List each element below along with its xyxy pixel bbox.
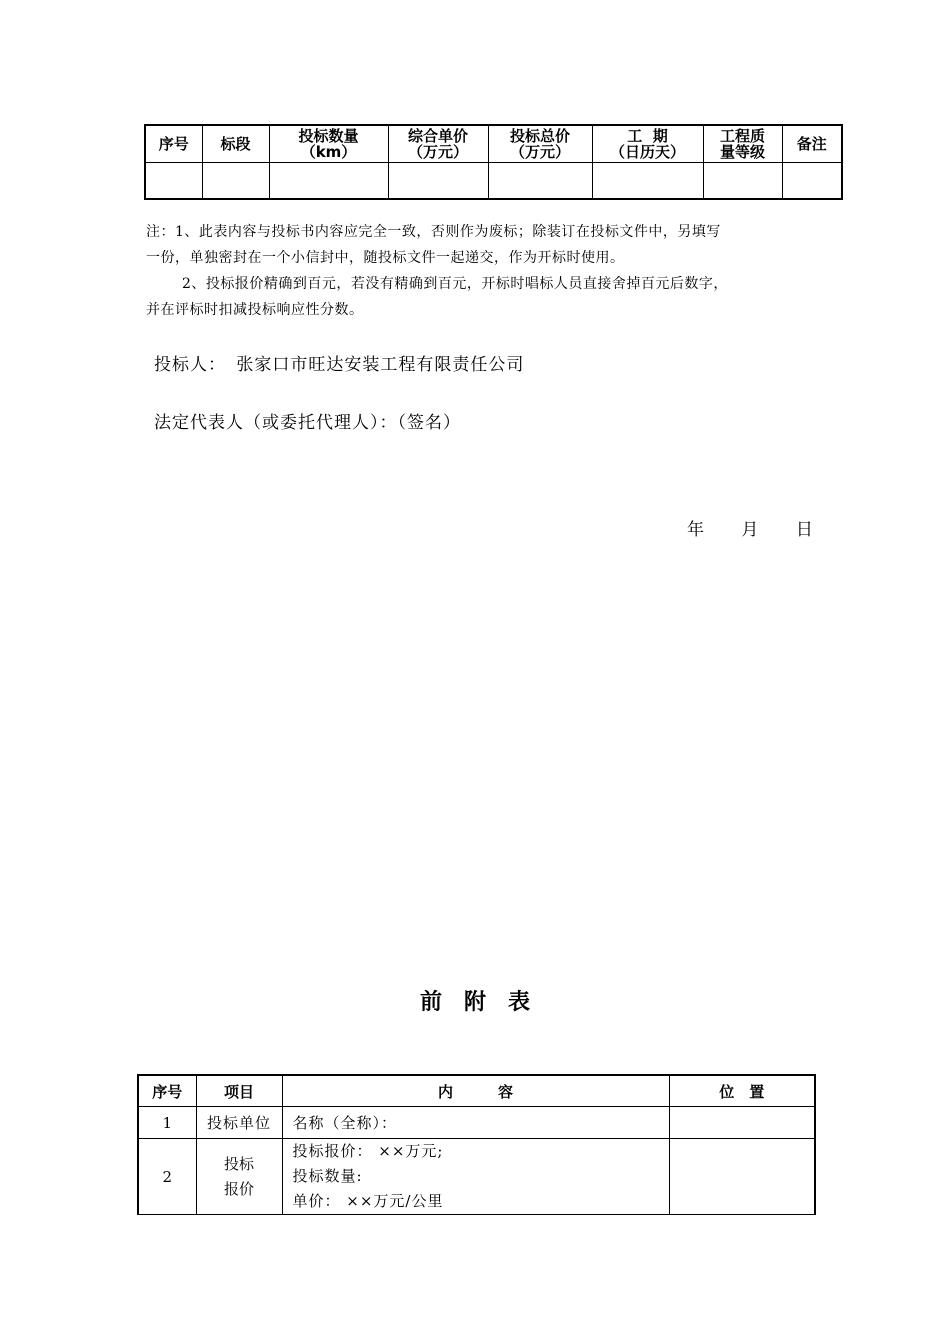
annex-content-line-1: 投标报价： ××万元; <box>292 1142 444 1160</box>
cell-total-price[interactable] <box>488 163 592 200</box>
cell-quantity[interactable] <box>269 163 388 200</box>
header-total-price: 投标总价 （万元） <box>488 125 592 163</box>
notes-block <box>146 219 836 323</box>
annex-title: 前 附 表 <box>419 990 530 1015</box>
header-unit-price: 综合单价 （万元） <box>388 125 488 163</box>
date-day: 日 <box>795 520 814 540</box>
annex-item-line-2: 报价 <box>223 1179 254 1198</box>
date-year: 年 <box>687 520 705 540</box>
annex-row-item <box>196 1139 282 1215</box>
note-line-2: 一份，单独密封在一个小信封中，随投标文件一起递交，作为开标时使用。 <box>146 250 625 266</box>
bid-table-header-row <box>145 125 842 163</box>
note-line-1: 注：1、此表内容与投标书内容应完全一致，否则作为废标；除装订在投标文件中，另填写 <box>146 224 721 240</box>
note-line-4: 并在评标时扣减投标响应性分数。 <box>146 302 364 318</box>
annex-row-content[interactable]: 名称（全称）： <box>282 1107 669 1139</box>
annex-row-position[interactable] <box>669 1139 815 1215</box>
annex-table <box>137 1074 816 1215</box>
annex-content-line-2: 投标数量: <box>292 1167 363 1185</box>
annex-header-item: 项目 <box>196 1075 282 1107</box>
annex-row-seq: 1 <box>138 1107 196 1139</box>
header-duration: 工 期 （日历天） <box>592 125 703 163</box>
header-remarks: 备注 <box>782 125 842 163</box>
cell-remarks[interactable] <box>782 163 842 200</box>
representative-line <box>154 408 461 433</box>
date-month: 月 <box>741 520 760 540</box>
annex-row-seq: 2 <box>138 1139 196 1215</box>
annex-item-line-1: 投标 <box>223 1154 254 1173</box>
bid-table-blank-row <box>145 163 842 200</box>
annex-header-content: 内 容 <box>282 1075 669 1107</box>
annex-content-line-3: 单价： ××万元/公里 <box>292 1192 444 1210</box>
cell-unit-price[interactable] <box>388 163 488 200</box>
annex-row-content[interactable] <box>282 1139 669 1215</box>
annex-header-row <box>138 1075 815 1107</box>
cell-section[interactable] <box>202 163 269 200</box>
annex-row <box>138 1107 815 1139</box>
cell-quality-grade[interactable] <box>703 163 782 200</box>
header-section: 标段 <box>202 125 269 163</box>
bid-summary-table <box>144 124 843 200</box>
representative-label: 法定代表人（或委托代理人）：（签名） <box>154 413 461 433</box>
header-seq: 序号 <box>145 125 202 163</box>
cell-duration[interactable] <box>592 163 703 200</box>
note-line-3: 2、投标报价精确到百元，若没有精确到百元，开标时唱标人员直接舍掉百元后数字， <box>182 276 728 292</box>
annex-row-position[interactable] <box>669 1107 815 1139</box>
bidder-line <box>154 350 524 375</box>
bidder-name: 张家口市旺达安装工程有限责任公司 <box>236 355 525 375</box>
cell-seq[interactable] <box>145 163 202 200</box>
bidder-label: 投标人： <box>154 355 226 375</box>
annex-header-seq: 序号 <box>138 1075 196 1107</box>
date-line <box>687 515 814 540</box>
header-quality-grade: 工程质 量等级 <box>703 125 782 163</box>
header-quantity: 投标数量 （km） <box>269 125 388 163</box>
annex-row <box>138 1139 815 1215</box>
annex-header-position: 位 置 <box>669 1075 815 1107</box>
annex-row-item: 投标单位 <box>196 1107 282 1139</box>
